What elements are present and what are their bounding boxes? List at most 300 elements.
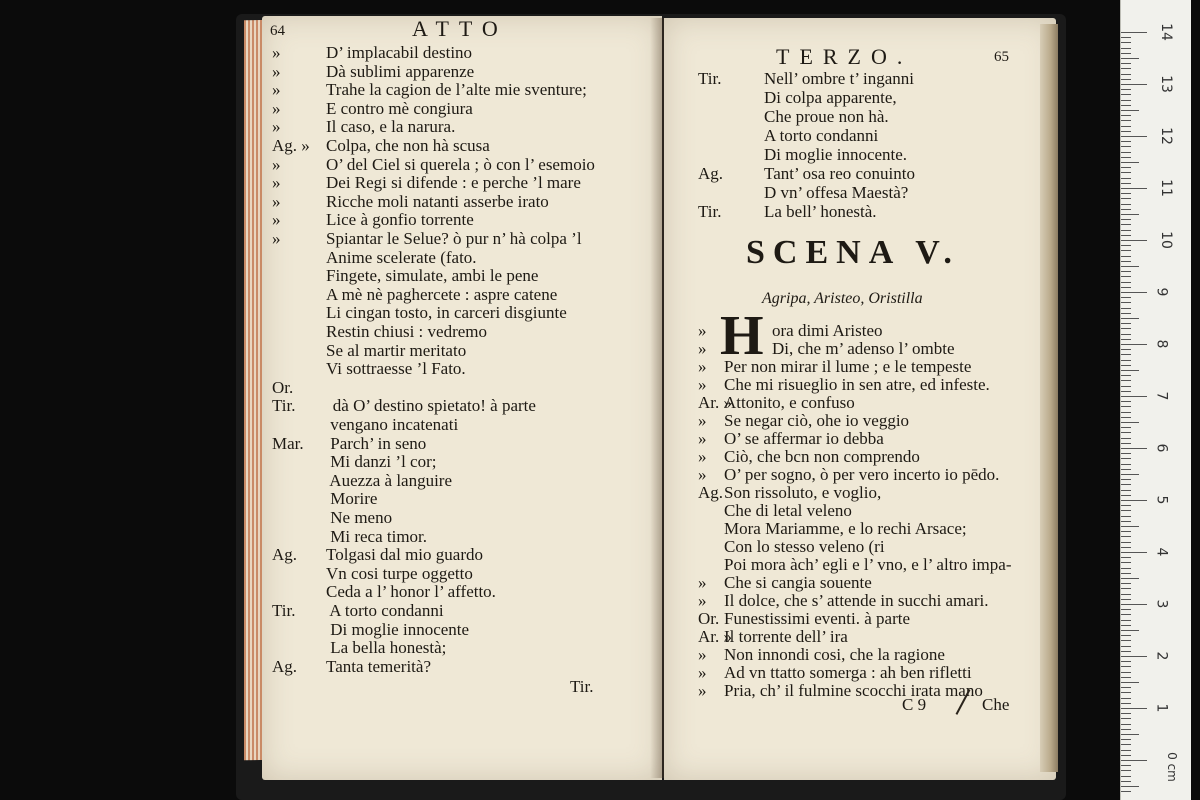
verse-text: Poi mora àch’ egli e l’ vno, e l’ altro impa- (724, 555, 1012, 574)
ruler-tick (1121, 32, 1147, 33)
right-top-verse-line (698, 70, 914, 88)
speaker-marker: Ag. (272, 545, 298, 565)
right-verse-line (698, 358, 971, 376)
ruler-tick (1121, 770, 1131, 771)
ruler-tick (1121, 682, 1139, 683)
ruler-tick (1121, 542, 1131, 543)
verse-text: Li cingan tosto, in carceri disgiunte (326, 303, 567, 323)
ruler-number: 9 (1153, 287, 1170, 297)
ruler-tick (1121, 391, 1131, 392)
ruler-tick (1121, 438, 1131, 439)
right-verse-line (698, 502, 852, 520)
ruler-tick (1121, 427, 1131, 428)
ruler-tick (1121, 495, 1131, 496)
left-verse-line (272, 286, 557, 304)
verse-text: Fingete, simulate, ambi le pene (326, 266, 539, 286)
speaker-marker: » (272, 98, 281, 118)
right-verse-line (698, 340, 955, 358)
ruler-number: 8 (1153, 339, 1170, 349)
ruler-tick (1121, 677, 1131, 678)
ruler-tick (1121, 89, 1131, 90)
ruler-number: 6 (1153, 443, 1170, 453)
ruler-tick (1121, 344, 1147, 345)
verse-text: Restin chiusi : vedremo (326, 322, 488, 341)
ruler-tick (1121, 573, 1131, 574)
verse-text: Son rissoluto, e voglio, (724, 483, 882, 502)
speaker-marker: » (272, 43, 281, 62)
ruler-tick (1121, 661, 1131, 662)
speaker-marker: » (698, 645, 707, 664)
ruler-tick (1121, 781, 1131, 782)
ruler-tick (1121, 167, 1131, 168)
ruler-tick (1121, 271, 1131, 272)
speaker-marker: » (698, 681, 707, 700)
speaker-marker: » (272, 191, 281, 211)
right-top-verse-line (698, 184, 908, 202)
right-verse-line (698, 466, 999, 484)
ruler-tick (1121, 323, 1131, 324)
ruler-tick (1121, 42, 1131, 43)
ruler-tick (1121, 474, 1139, 475)
speaker-marker: » (272, 229, 281, 248)
verse-text: A torto condanni (326, 601, 444, 620)
verse-text: Ceda a l’ honor l’ affetto. (326, 582, 496, 602)
ruler-tick (1121, 656, 1147, 657)
ruler-tick (1121, 178, 1131, 179)
ruler-tick (1121, 651, 1131, 652)
ruler-tick (1121, 375, 1131, 376)
left-verse-line (272, 435, 426, 453)
speaker-marker: Tir. (698, 202, 722, 221)
ruler-number: 1 (1153, 703, 1170, 713)
ruler-tick (1121, 536, 1131, 537)
ruler-tick (1121, 224, 1131, 225)
ruler-tick (1121, 68, 1131, 69)
verse-text: Tant’ osa reo conuinto (764, 164, 915, 183)
ruler-tick (1121, 755, 1131, 756)
speaker-marker: » (698, 411, 707, 430)
ruler-tick (1121, 453, 1131, 454)
catchword-left: Tir. (570, 677, 594, 696)
ruler-tick (1121, 334, 1131, 335)
verse-text: Vn cosi turpe oggetto (326, 563, 473, 583)
right-verse-line (698, 610, 910, 628)
ruler-tick (1121, 521, 1131, 522)
ruler-tick (1121, 37, 1131, 38)
ruler-tick (1121, 240, 1147, 241)
ruler-tick (1121, 469, 1131, 470)
ruler-tick (1121, 583, 1131, 584)
speaker-marker: » (698, 429, 707, 448)
right-verse-line (698, 412, 909, 430)
ruler-tick (1121, 713, 1131, 714)
ruler-tick (1121, 214, 1139, 215)
verse-text: Dà sublimi apparenze (326, 61, 475, 81)
right-verse-line (698, 628, 848, 646)
ruler-number: 5 (1153, 495, 1170, 505)
ruler-tick (1121, 516, 1131, 517)
running-header-right: TERZO. (776, 44, 913, 69)
signature-mark: C 9 (902, 695, 927, 714)
ruler-tick (1121, 786, 1139, 787)
right-top-verse-line (698, 127, 878, 145)
speaker-marker: Tir. (272, 396, 296, 416)
left-verse-line (272, 565, 473, 583)
speaker-marker: » (698, 465, 707, 484)
page-number-left: 64 (270, 23, 285, 39)
ruler-tick (1121, 100, 1131, 101)
ruler-tick (1121, 53, 1131, 54)
ruler-number: 3 (1153, 599, 1170, 609)
ruler-tick (1121, 406, 1131, 407)
speaker-marker: Ar. » (698, 393, 732, 412)
ruler-tick (1121, 276, 1131, 277)
speaker-marker: » (698, 321, 707, 340)
ruler-tick (1121, 193, 1131, 194)
ruler-tick (1121, 724, 1131, 725)
ruler-tick (1121, 79, 1131, 80)
verse-text: Mi reca timor. (326, 526, 428, 546)
verse-text: Che mi risueglio in sen atre, ed infeste. (724, 375, 990, 394)
ruler-tick (1121, 48, 1131, 49)
ruler-tick (1121, 349, 1131, 350)
running-header-left: ATTO (412, 16, 508, 41)
ruler-tick (1121, 126, 1131, 127)
ruler-tick (1121, 609, 1131, 610)
ruler-tick (1121, 620, 1131, 621)
left-verse-line (272, 342, 466, 360)
ruler-tick (1121, 115, 1131, 116)
ruler-tick (1121, 729, 1131, 730)
verse-text: Lice à gonfio torrente (326, 210, 474, 230)
left-verse-line (272, 639, 446, 657)
right-page-edge (1040, 24, 1058, 772)
ruler-tick (1121, 422, 1139, 423)
verse-text: dà O’ destino spietato! à parte (326, 396, 536, 416)
right-page (664, 18, 1056, 780)
ruler-tick (1121, 360, 1131, 361)
left-verse-line (272, 230, 582, 248)
verse-text: D vn’ offesa Maestà? (764, 183, 909, 202)
ruler-tick (1121, 105, 1131, 106)
right-verse-line (698, 430, 884, 448)
left-verse-line (272, 249, 477, 267)
right-verse-line (698, 520, 967, 538)
right-verse-line (698, 538, 885, 556)
left-verse-line (272, 193, 549, 211)
verse-text: Trahe la cagion de l’alte mie sventure; (326, 80, 587, 100)
ruler-tick (1121, 287, 1131, 288)
right-top-verse-line (698, 165, 915, 183)
ruler-tick (1121, 765, 1131, 766)
verse-text: Dei Regi si difende : e perche ’l mare (326, 173, 581, 193)
ruler-tick (1121, 588, 1131, 589)
speaker-marker: » (272, 61, 281, 81)
speaker-marker: » (698, 591, 707, 610)
left-verse-line (272, 621, 469, 639)
ruler-tick (1121, 698, 1131, 699)
verse-text: Attonito, e confuso (724, 393, 855, 412)
verse-text: O’ se affermar io debba (724, 429, 884, 448)
ruler-tick (1121, 417, 1131, 418)
verse-text: Morire (326, 489, 378, 509)
verse-text: Di moglie innocente. (764, 145, 908, 164)
right-verse-line (698, 664, 972, 682)
left-verse-line (272, 100, 473, 118)
verse-text: Che si cangia souente (724, 573, 872, 592)
ruler-tick (1121, 183, 1131, 184)
ruler-tick (1121, 162, 1139, 163)
verse-text: Nell’ ombre t’ inganni (764, 69, 914, 88)
right-verse-line (698, 394, 855, 412)
ruler-tick (1121, 490, 1131, 491)
speaker-marker: » (698, 339, 707, 358)
left-verse-line (272, 546, 483, 564)
verse-text: Di, che m’ adenso l’ ombte (772, 339, 955, 358)
right-verse-line (698, 556, 1011, 574)
ruler-tick (1121, 396, 1147, 397)
ruler-tick (1121, 666, 1131, 667)
speaker-marker: » (272, 173, 281, 193)
ruler-tick (1121, 562, 1131, 563)
ruler-tick (1121, 146, 1131, 147)
ruler-tick (1121, 261, 1131, 262)
verse-text: Ne meno (326, 508, 393, 527)
ruler-tick (1121, 318, 1139, 319)
left-verse-line (272, 490, 377, 508)
ruler-tick (1121, 557, 1131, 558)
right-verse-line (698, 682, 983, 700)
verse-text: Pria, ch’ il fulmine scocchi irata mano (724, 681, 983, 700)
ruler-tick (1121, 370, 1139, 371)
ruler-tick (1121, 505, 1131, 506)
verse-text: Con lo stesso veleno (ri (724, 537, 885, 556)
verse-text: A mè nè paghercete : aspre catene (326, 284, 558, 304)
ruler-tick (1121, 443, 1131, 444)
ruler-tick (1121, 256, 1131, 257)
ruler-tick (1121, 63, 1131, 64)
right-top-verse-line (698, 203, 877, 221)
left-verse-line (272, 267, 538, 285)
verse-text: Funestissimi eventi. à parte (724, 609, 911, 628)
left-verse-line (272, 304, 567, 322)
verse-text: Tanta temerità? (326, 656, 431, 676)
verse-text: Mora Mariamme, e lo rechi Arsace; (724, 519, 967, 538)
ruler-tick (1121, 750, 1131, 751)
speaker-marker: Ag. (698, 164, 724, 183)
left-page (262, 16, 662, 780)
left-verse-line (272, 658, 431, 676)
ruler-number: 11 (1157, 179, 1174, 197)
ruler-tick (1121, 198, 1131, 199)
verse-text: Auezza à languire (326, 470, 453, 490)
verse-text: Di colpa apparente, (764, 88, 897, 107)
left-verse-line (272, 323, 487, 341)
ruler-tick (1121, 464, 1131, 465)
right-verse-line (698, 376, 990, 394)
left-verse-line (272, 211, 474, 229)
verse-text: Tolgasi dal mio guardo (326, 545, 483, 565)
speaker-marker: Tir. (272, 601, 296, 620)
verse-text: Non innondi cosi, che la ragione (724, 645, 945, 664)
ruler-unit-label: 0 cm (1164, 752, 1179, 782)
verse-text: Ricche moli natanti asserbe irato (326, 191, 549, 211)
ruler-number: 7 (1153, 391, 1170, 401)
ruler-tick (1121, 734, 1139, 735)
left-verse-line (272, 118, 455, 136)
ruler-tick (1121, 230, 1131, 231)
ruler-tick (1121, 448, 1147, 449)
ruler-tick (1121, 484, 1131, 485)
verse-text: O’ per sogno, ò per vero incerto io pēdo. (724, 465, 1000, 484)
ruler-tick (1121, 594, 1131, 595)
speaker-marker: » (698, 573, 707, 592)
ruler-tick (1121, 687, 1131, 688)
ruler-tick (1121, 531, 1131, 532)
ruler-tick (1121, 646, 1131, 647)
ruler-tick (1121, 110, 1139, 111)
left-verse-line (272, 472, 452, 490)
speaker-marker: » (698, 447, 707, 466)
speaker-marker: Ag. (698, 483, 724, 502)
ruler-tick (1121, 386, 1131, 387)
ruler-tick (1121, 209, 1131, 210)
speaker-marker: Ar. » (698, 627, 732, 646)
ruler-tick (1121, 219, 1131, 220)
right-verse-line (698, 592, 989, 610)
verse-text: A torto condanni (764, 126, 879, 145)
left-verse-line (272, 602, 444, 620)
ruler-tick (1121, 354, 1131, 355)
verse-text: La bella honestà; (326, 638, 447, 658)
ruler-number: 13 (1157, 75, 1174, 93)
ruler-tick (1121, 292, 1147, 293)
left-verse-line (272, 397, 536, 415)
right-verse-line (698, 484, 881, 502)
verse-text: Colpa, che non hà scusa (326, 136, 490, 155)
ruler-tick (1121, 578, 1139, 579)
ruler-tick (1121, 235, 1131, 236)
verse-text: Il caso, e la narura. (326, 117, 456, 137)
ruler-tick (1121, 58, 1139, 59)
left-verse-line (272, 81, 587, 99)
page-number-right: 65 (994, 49, 1009, 65)
verse-text: Mi danzi ’l cor; (326, 452, 437, 472)
right-verse-line (698, 646, 945, 664)
right-top-verse-line (698, 89, 897, 107)
verse-text: D’ implacabil destino (326, 43, 473, 62)
ruler-tick (1121, 672, 1131, 673)
ruler-tick (1121, 282, 1131, 283)
verse-text: vengano incatenati (326, 415, 459, 434)
ruler-tick (1121, 500, 1147, 501)
verse-text: La bell’ honestà. (764, 202, 877, 221)
ruler-tick (1121, 635, 1131, 636)
verse-text: Il torrente dell’ ira (724, 627, 848, 646)
left-verse-line (272, 453, 436, 471)
ruler-tick (1121, 526, 1139, 527)
measuring-ruler (1120, 0, 1191, 800)
ruler-tick (1121, 640, 1131, 641)
ruler-tick (1121, 458, 1131, 459)
verse-text: Parch’ in seno (326, 433, 427, 453)
verse-text: Ad vn ttatto somerga : ah ben rifletti (724, 663, 972, 682)
ruler-tick (1121, 599, 1131, 600)
ruler-number: 10 (1157, 231, 1174, 249)
right-verse-line (698, 448, 920, 466)
speaker-marker: Ag. (272, 656, 298, 676)
left-verse-line (272, 379, 326, 397)
ruler-tick (1121, 380, 1131, 381)
ruler-tick (1121, 604, 1147, 605)
ruler-tick (1121, 412, 1131, 413)
left-verse-line (272, 156, 595, 174)
left-verse-line (272, 583, 496, 601)
ruler-tick (1121, 328, 1131, 329)
ruler-number: 2 (1153, 651, 1170, 661)
ruler-number: 4 (1153, 547, 1170, 557)
ruler-tick (1121, 172, 1131, 173)
ruler-tick (1121, 630, 1139, 631)
speaker-marker: Or. (272, 377, 294, 397)
ruler-tick (1121, 614, 1131, 615)
drop-capital: H (720, 305, 764, 367)
verse-text: Di moglie innocente (326, 619, 470, 639)
ruler-tick (1121, 718, 1131, 719)
left-verse-line (272, 360, 466, 378)
verse-text: E contro mè congiura (326, 98, 473, 118)
left-verse-line (272, 416, 458, 434)
ruler-tick (1121, 204, 1131, 205)
verse-text: ora dimi Aristeo (772, 321, 883, 340)
verse-text: O’ del Ciel si querela ; ò con l’ esemoio (326, 154, 595, 174)
speaker-marker: Tir. (698, 69, 722, 88)
ruler-tick (1121, 74, 1131, 75)
verse-text: Anime scelerate (fato. (326, 247, 477, 267)
left-verse-line (272, 528, 427, 546)
ruler-tick (1121, 401, 1131, 402)
ruler-tick (1121, 250, 1131, 251)
ruler-tick (1121, 302, 1131, 303)
speaker-marker: » (272, 80, 281, 100)
ruler-tick (1121, 339, 1131, 340)
ruler-tick (1121, 308, 1131, 309)
catchword-right: Che (982, 695, 1010, 714)
verse-text: Vi sottraesse ’l Fato. (326, 359, 466, 379)
right-verse-line (698, 322, 882, 340)
verse-text: Che di letal veleno (724, 501, 852, 520)
ruler-number: 12 (1157, 127, 1174, 145)
verse-text: Per non mirar il lume ; e le tempeste (724, 357, 972, 376)
ruler-tick (1121, 568, 1131, 569)
verse-text: Se negar ciò, ohe io veggio (724, 411, 910, 430)
ruler-tick (1121, 136, 1147, 137)
ruler-tick (1121, 157, 1131, 158)
scene-title: SCENA V. (746, 234, 960, 271)
ruler-tick (1121, 152, 1131, 153)
ruler-tick (1121, 297, 1131, 298)
ruler-tick (1121, 791, 1131, 792)
speaker-marker: » (698, 663, 707, 682)
left-verse-line (272, 63, 474, 81)
ruler-tick (1121, 552, 1147, 553)
ruler-tick (1121, 120, 1131, 121)
verse-text: Ciò, che bcn non comprendo (724, 447, 920, 466)
ruler-tick (1121, 744, 1131, 745)
ruler-tick (1121, 479, 1131, 480)
ruler-tick (1121, 739, 1131, 740)
ruler-tick (1121, 131, 1131, 132)
